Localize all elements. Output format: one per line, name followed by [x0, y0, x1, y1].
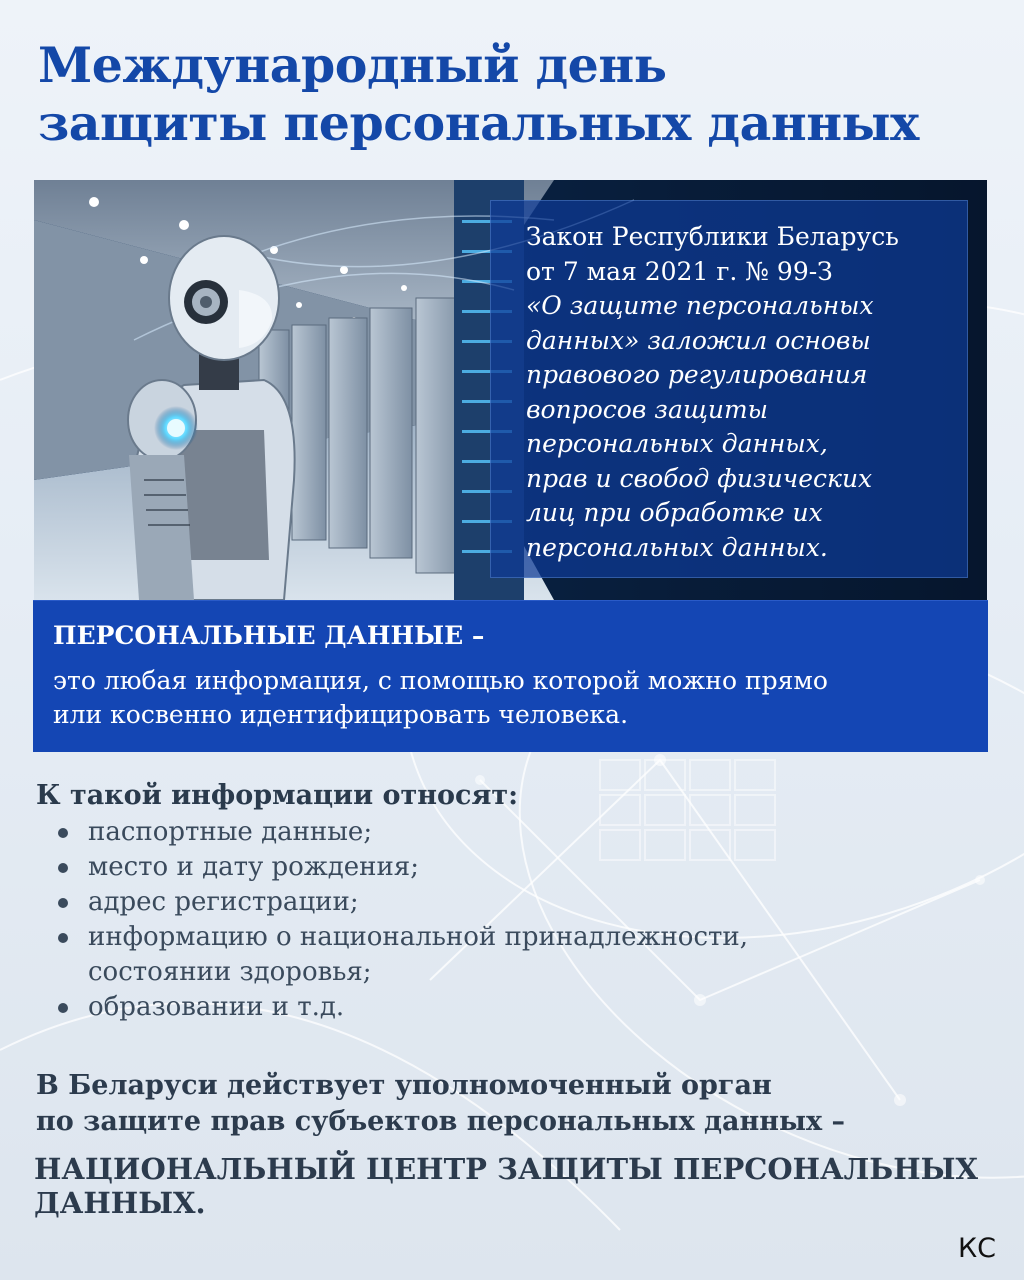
definition-line-1: это любая информация, с помощью которой можно прямо — [53, 666, 828, 695]
law-line: «О защите персональных — [526, 291, 874, 320]
law-line: персональных данных. — [526, 532, 828, 562]
list-item: место и дату рождения; — [56, 850, 748, 885]
law-line: лиц при обработке их — [526, 498, 823, 527]
law-line: правового регулирования — [526, 360, 868, 389]
authority-line-2: по защите прав субъектов персональных данных – — [36, 1106, 846, 1137]
bullet-icon — [58, 1003, 68, 1013]
center-line-1: НАЦИОНАЛЬНЫЙ ЦЕНТР ЗАЩИТЫ ПЕРСОНАЛЬНЫХ — [34, 1152, 978, 1186]
info-list — [56, 815, 748, 1025]
corner-logo: КС — [958, 1233, 997, 1264]
list-item: адрес регистрации; — [56, 885, 748, 920]
authority-text — [36, 1068, 845, 1140]
page-title-line-2: защиты персональных данных — [38, 94, 919, 152]
authority-line-1: В Беларуси действует уполномоченный орган — [36, 1070, 772, 1101]
bullet-icon — [58, 898, 68, 908]
law-line: персональных данных, — [526, 429, 828, 458]
list-item: образовании и т.д. — [56, 990, 748, 1025]
law-text — [526, 220, 966, 565]
bullet-icon — [58, 933, 68, 943]
national-center-name — [34, 1152, 978, 1220]
definition-line-2: или косвенно идентифицировать человека. — [53, 700, 629, 729]
law-line: Закон Республики Беларусь — [526, 222, 899, 251]
info-list-heading: К такой информации относят: — [36, 780, 519, 811]
page-title — [38, 36, 919, 152]
center-line-2: ДАННЫХ. — [34, 1186, 206, 1220]
definition-term: ПЕРСОНАЛЬНЫЕ ДАННЫЕ – — [53, 621, 485, 650]
definition-box — [33, 600, 988, 752]
bullet-icon — [58, 863, 68, 873]
law-line: от 7 мая 2021 г. № 99-З — [526, 256, 833, 286]
law-line: прав и свобод физических — [526, 463, 873, 493]
list-item: паспортные данные; — [56, 815, 748, 850]
list-item-continuation: состоянии здоровья; — [88, 957, 372, 987]
list-item: информацию о национальной принадлежности, состоянии здоровья; — [56, 920, 748, 990]
definition-text — [53, 664, 983, 732]
page-title-line-1: Международный день — [38, 36, 667, 94]
law-line: данных» заложил основы — [526, 325, 871, 355]
law-line: вопросов защиты — [526, 394, 769, 424]
bullet-icon — [58, 828, 68, 838]
